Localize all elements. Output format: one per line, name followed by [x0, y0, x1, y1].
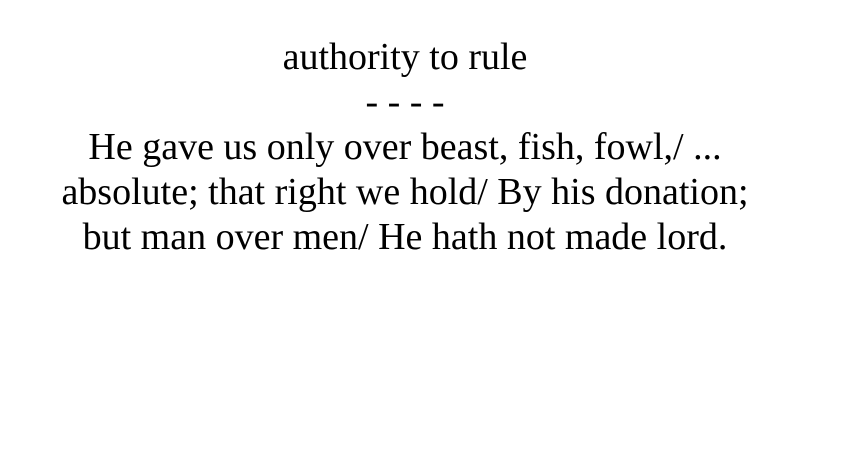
- separator: - - - -: [365, 81, 445, 123]
- quote-line-2: absolute; that right we hold/ By his donation;: [61, 171, 749, 213]
- quote-line-3: but man over men/ He hath not made lord.: [82, 216, 728, 258]
- heading: authority to rule: [282, 36, 528, 78]
- quote-line-1: He gave us only over beast, fish, fowl,/ ...: [88, 126, 722, 168]
